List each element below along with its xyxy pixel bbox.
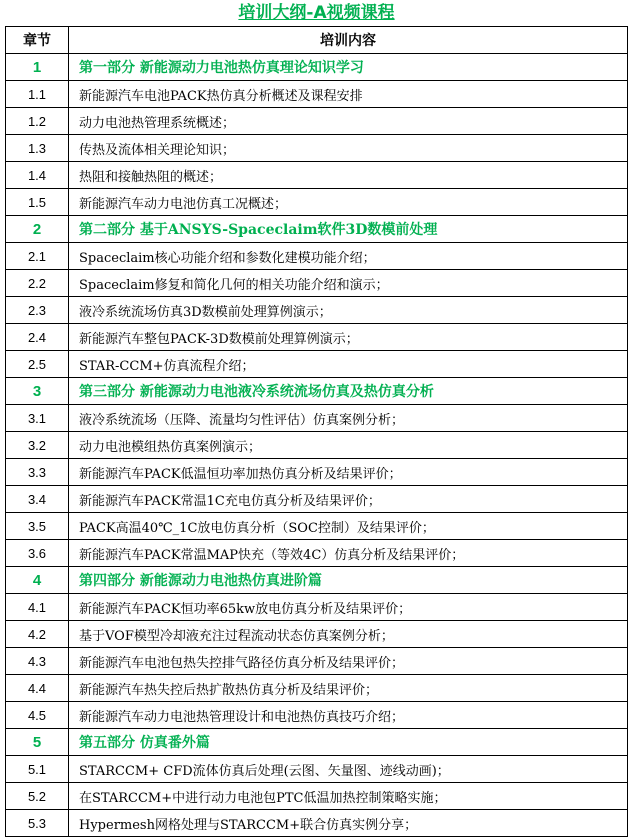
section-row [6,567,628,594]
chapter-column-header: 章节 [6,27,69,54]
table-row [6,540,628,567]
table-row [6,189,628,216]
table-row [6,108,628,135]
item-number: 1.2 [6,108,69,135]
section-title: 第五部分 仿真番外篇 [69,729,628,756]
item-number: 1.1 [6,81,69,108]
item-text: 在STARCCM+中进行动力电池包PTC低温加热控制策略实施； [69,783,628,810]
item-text: 传热及流体相关理论知识； [69,135,628,162]
table-row [6,594,628,621]
section-number: 4 [6,567,69,594]
item-text: 新能源汽车PACK低温恒功率加热仿真分析及结果评价； [69,459,628,486]
section-title: 第四部分 新能源动力电池热仿真进阶篇 [69,567,628,594]
item-text: 热阻和接触热阻的概述； [69,162,628,189]
item-text: 新能源汽车整包PACK-3D数模前处理算例演示； [69,324,628,351]
item-number: 3.6 [6,540,69,567]
section-title: 第二部分 基于ANSYS-Spaceclaim软件3D数模前处理 [69,216,628,243]
item-text: 动力电池模组热仿真案例演示； [69,432,628,459]
item-number: 4.4 [6,675,69,702]
table-row [6,486,628,513]
section-title: 第三部分 新能源动力电池液冷系统流场仿真及热仿真分析 [69,378,628,405]
item-text: PACK高温40℃_1C放电仿真分析（SOC控制）及结果评价； [69,513,628,540]
item-text: 新能源汽车PACK常温MAP快充（等效4C）仿真分析及结果评价； [69,540,628,567]
table-row [6,756,628,783]
item-text: Hypermesh网格处理与STARCCM+联合仿真实例分享； [69,810,628,837]
item-number: 3.1 [6,405,69,432]
table-row [6,459,628,486]
item-number: 1.4 [6,162,69,189]
item-number: 3.2 [6,432,69,459]
section-row [6,729,628,756]
item-number: 4.1 [6,594,69,621]
table-row [6,783,628,810]
item-number: 1.5 [6,189,69,216]
item-text: 液冷系统流场仿真3D数模前处理算例演示； [69,297,628,324]
content-column-header: 培训内容 [69,27,628,54]
item-text: 新能源汽车电池PACK热仿真分析概述及课程安排 [69,81,628,108]
table-header-row [6,27,628,54]
item-number: 5.1 [6,756,69,783]
section-number: 2 [6,216,69,243]
item-number: 5.3 [6,810,69,837]
table-row [6,81,628,108]
item-number: 4.3 [6,648,69,675]
item-text: Spaceclaim修复和简化几何的相关功能介绍和演示； [69,270,628,297]
item-number: 1.3 [6,135,69,162]
page-title: 培训大纲-A视频课程 [238,3,395,23]
item-number: 5.2 [6,783,69,810]
item-text: 新能源汽车动力电池热管理设计和电池热仿真技巧介绍； [69,702,628,729]
item-text: 新能源汽车热失控后热扩散热仿真分析及结果评价； [69,675,628,702]
item-number: 2.2 [6,270,69,297]
section-number: 3 [6,378,69,405]
item-number: 3.5 [6,513,69,540]
table-row [6,648,628,675]
table-row [6,243,628,270]
table-row [6,702,628,729]
item-number: 4.5 [6,702,69,729]
table-row [6,162,628,189]
table-row [6,135,628,162]
table-row [6,324,628,351]
item-text: 动力电池热管理系统概述； [69,108,628,135]
section-row [6,216,628,243]
item-number: 2.4 [6,324,69,351]
item-number: 3.3 [6,459,69,486]
item-text: 新能源汽车电池包热失控排气路径仿真分析及结果评价； [69,648,628,675]
section-number: 1 [6,54,69,81]
item-text: STARCCM+ CFD流体仿真后处理(云图、矢量图、迹线动画)； [69,756,628,783]
item-text: 基于VOF模型冷却液充注过程流动状态仿真案例分析； [69,621,628,648]
item-number: 4.2 [6,621,69,648]
item-text: Spaceclaim核心功能介绍和参数化建模功能介绍； [69,243,628,270]
table-body [6,54,628,837]
item-text: 新能源汽车PACK恒功率65kw放电仿真分析及结果评价； [69,594,628,621]
table-row [6,513,628,540]
section-number: 5 [6,729,69,756]
table-row [6,297,628,324]
item-number: 2.1 [6,243,69,270]
section-row [6,378,628,405]
item-text: 新能源汽车动力电池仿真工况概述； [69,189,628,216]
section-row [6,54,628,81]
table-row [6,270,628,297]
item-text: 新能源汽车PACK常温1C充电仿真分析及结果评价； [69,486,628,513]
table-row [6,432,628,459]
item-number: 2.5 [6,351,69,378]
item-text: STAR-CCM+仿真流程介绍； [69,351,628,378]
table-row [6,351,628,378]
training-outline-table [5,26,628,837]
table-row [6,810,628,837]
item-text: 液冷系统流场（压降、流量均匀性评估）仿真案例分析； [69,405,628,432]
item-number: 2.3 [6,297,69,324]
item-number: 3.4 [6,486,69,513]
table-row [6,621,628,648]
section-title: 第一部分 新能源动力电池热仿真理论知识学习 [69,54,628,81]
table-row [6,675,628,702]
table-row [6,405,628,432]
